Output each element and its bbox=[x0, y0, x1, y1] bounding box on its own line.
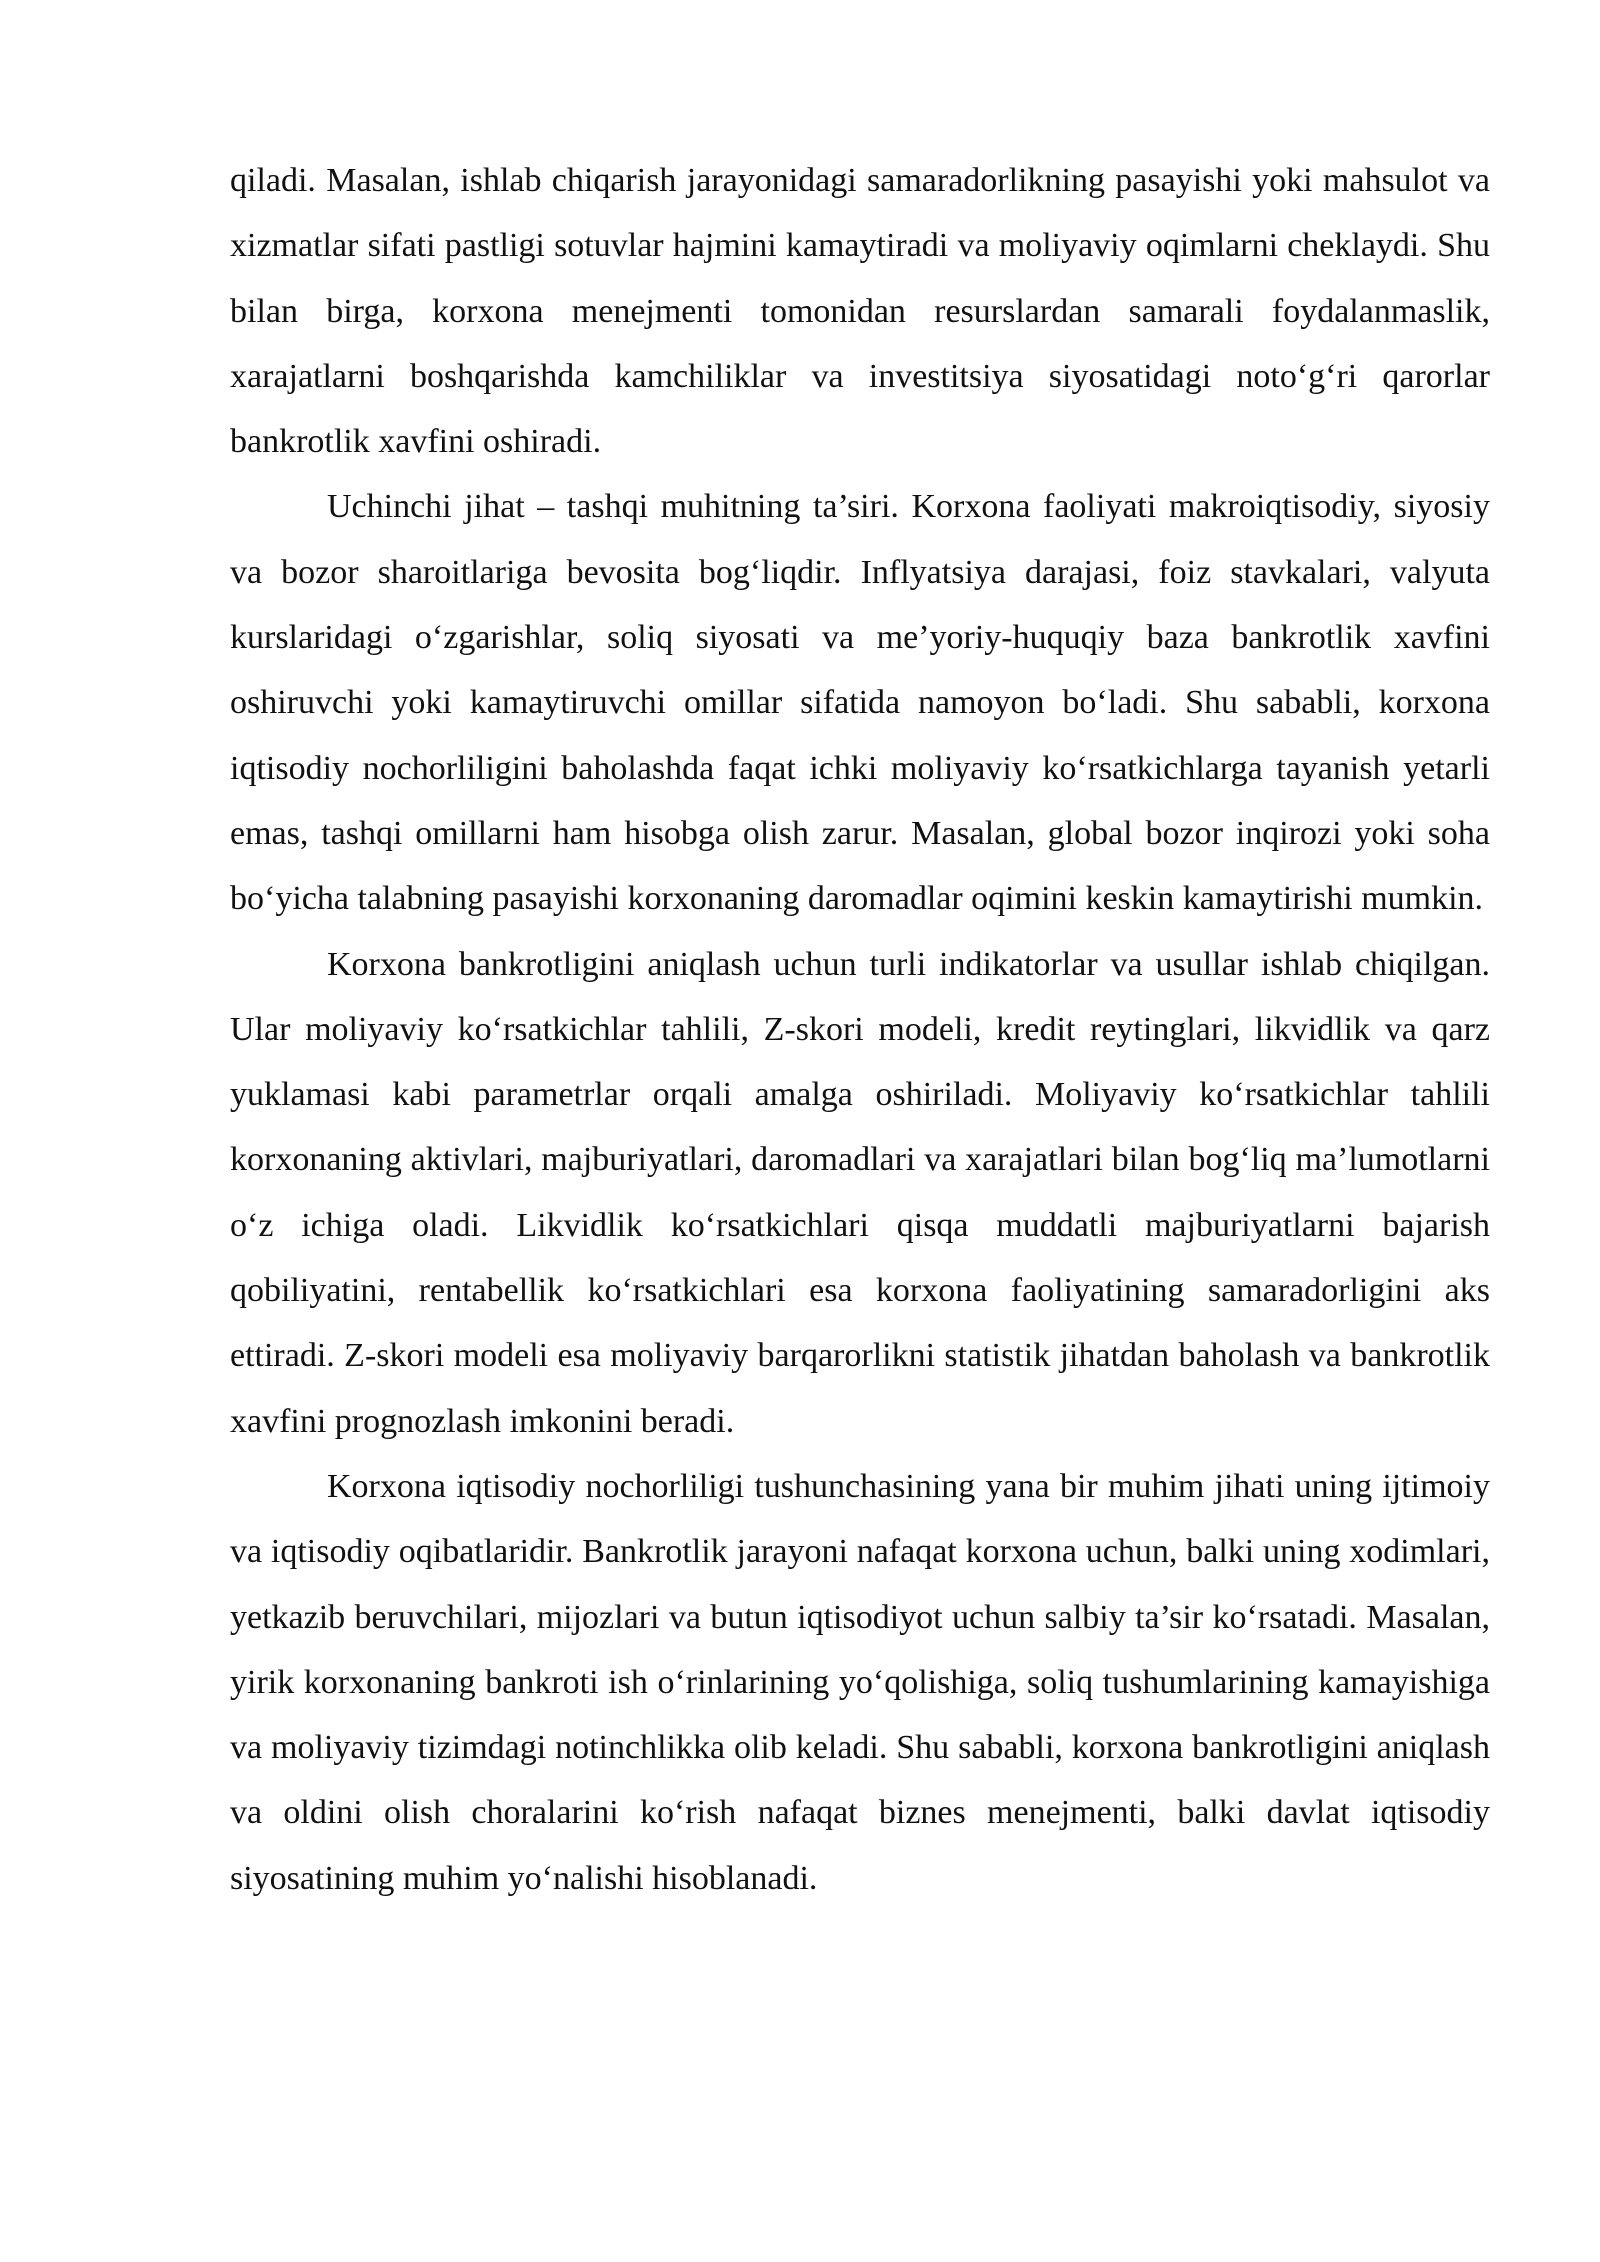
paragraph-continuation: qiladi. Masalan, ishlab chiqarish jarayonidagi samaradorlikning pasayishi yoki mahsulot va xizmatlar sifati pastligi sotuvlar hajmini kamaytiradi va moliyaviy oqimlarni cheklaydi. Shu bilan birga, korxona menejmenti tomonidan resurslardan samarali foydalanmaslik, xarajatlarni boshqarishda kamchiliklar va investitsiya siyosatidagi noto‘g‘ri qarorlar bankrotlik xavfini oshiradi. bbox=[230, 162, 1490, 461]
paragraph-social-consequences: Korxona iqtisodiy nochorliligi tushunchasining yana bir muhim jihati uning ijtimoiy va iqtisodiy oqibatlaridir. Bankrotlik jarayoni nafaqat korxona uchun, balki uning xodimlari, yetkazib beruvchilari, mijozlari va butun iqtisodiyot uchun salbiy ta’sir ko‘rsatadi. Masalan, yirik korxonaning bankroti ish o‘rinlarining yo‘qolishiga, soliq tushumlarining kamayishiga va moliyaviy tizimdagi notinchlikka olib keladi. Shu sababli, korxona bankrotligini aniqlash va oldini olish choralarini ko‘rish nafaqat biznes menejmenti, balki davlat iqtisodiy siyosatining muhim yo‘nalishi hisoblanadi. bbox=[230, 1467, 1490, 1897]
paragraph-external-environment: Uchinchi jihat – tashqi muhitning ta’siri. Korxona faoliyati makroiqtisodiy, siyosiy va bozor sharoitlariga bevosita bog‘liqdir. Inflyatsiya darajasi, foiz stavkalari, valyuta kurslaridagi o‘zgarishlar, soliq siyosati va me’yoriy-huquqiy baza bankrotlik xavfini oshiruvchi yoki kamaytiruvchi omillar sifatida namoyon bo‘ladi. Shu sababli, korxona iqtisodiy nochorliligini baholashda faqat ichki moliyaviy ko‘rsatkichlarga tayanish yetarli emas, tashqi omillarni ham hisobga olish zarur. Masalan, global bozor inqirozi yoki soha bo‘yicha talabning pasayishi korxonaning daromadlar oqimini keskin kamaytirishi mumkin. bbox=[230, 488, 1490, 918]
paragraph-bankruptcy-indicators: Korxona bankrotligini aniqlash uchun turli indikatorlar va usullar ishlab chiqilgan. Ular moliyaviy ko‘rsatkichlar tahlili, Z-skori modeli, kredit reytinglari, likvidlik va qarz yuklamasi kabi parametrlar orqali amalga oshiriladi. Moliyaviy ko‘rsatkichlar tahlili korxonaning aktivlari, majburiyatlari, daromadlari va xarajatlari bilan bog‘liq ma’lumotlarni o‘z ichiga oladi. Likvidlik ko‘rsatkichlari qisqa muddatli majburiyatlarni bajarish qobiliyatini, rentabellik ko‘rsatkichlari esa korxona faoliyatining samaradorligini aks ettiradi. Z-skori modeli esa moliyaviy barqarorlikni statistik jihatdan baholash va bankrotlik xavfini prognozlash imkonini beradi. bbox=[230, 945, 1490, 1440]
document-body bbox=[230, 148, 1490, 1911]
